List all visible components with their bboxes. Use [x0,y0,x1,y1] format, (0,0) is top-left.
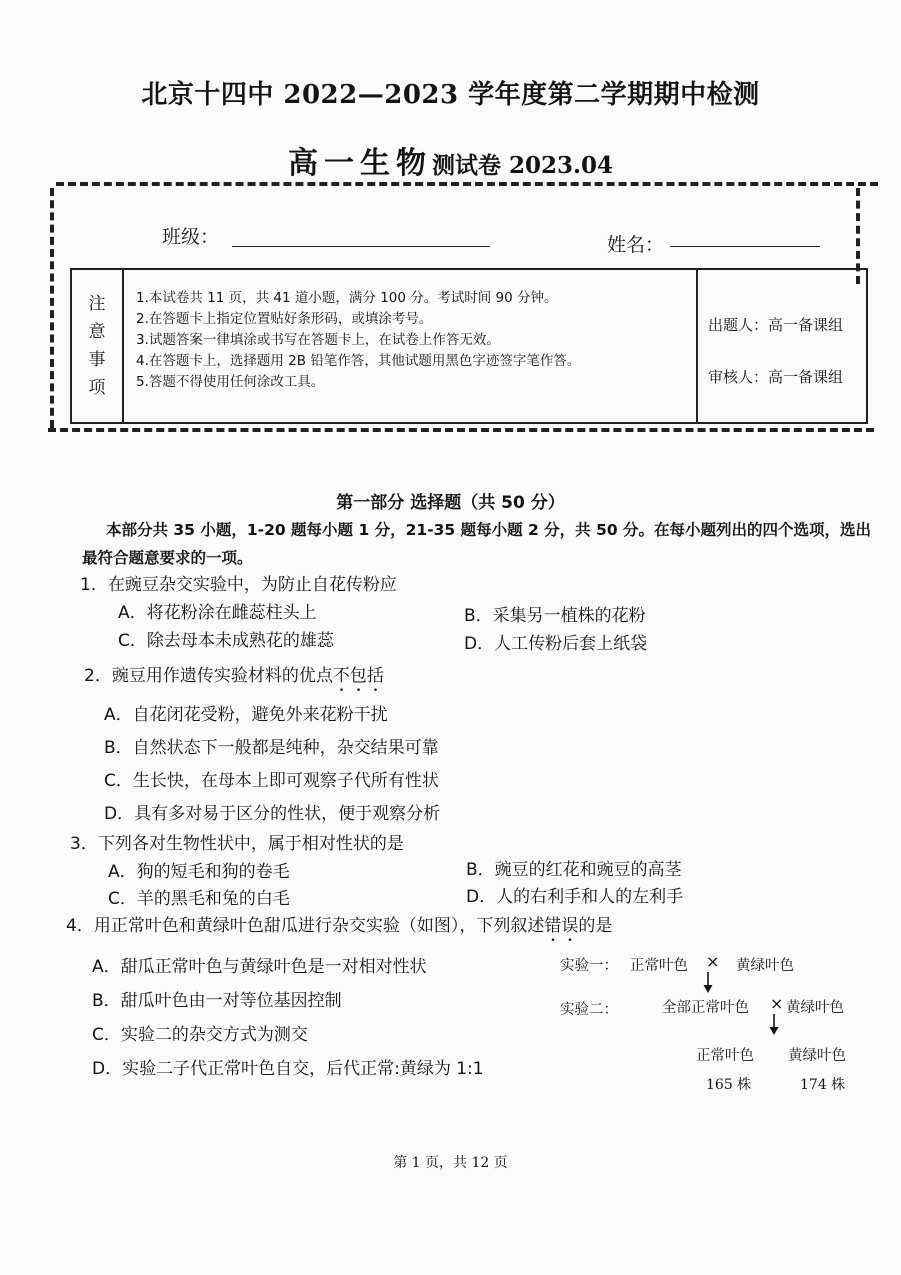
question-4-stem-text: 4．用正常叶色和黄绿叶色甜瓜进行杂交实验（如图），下列叙述 [66,916,545,936]
experiment-1-label: 实验一： [560,958,618,974]
notice-box [70,268,698,424]
cross-symbol: × [770,994,784,1013]
offspring-normal-label: 正常叶色 [696,1048,754,1064]
question-4-stem-emphasis: 错误 [544,916,579,936]
arrow-down-icon [702,972,714,994]
notice-heading-char: 注 [88,294,106,314]
cross-experiment-diagram [560,950,860,1100]
question-2-option-d: D．具有多对易于区分的性状，便于观察分析 [104,804,441,824]
experiment-1-parent-b: 黄绿叶色 [736,958,794,974]
page-number: 第 1 页，共 12 页 [393,1155,508,1171]
notice-heading-char: 项 [88,378,106,398]
question-2-stem-text: 2．豌豆用作遗传实验材料的优点 [84,666,333,686]
cut-line-top [56,182,878,186]
subject-label: 高一生物 [287,146,432,181]
question-4-option-a: A．甜瓜正常叶色与黄绿叶色是一对相对性状 [92,957,427,977]
notice-heading [72,270,124,422]
question-1-option-a: A．将花粉涂在雌蕊柱头上 [118,603,317,623]
question-1-option-b: B．采集另一植株的花粉 [464,606,646,626]
part-one-title: 第一部分 选择题（共 50 分） [336,493,565,513]
question-4-option-c: C．实验二的杂交方式为测交 [92,1025,308,1045]
question-3-stem: 3．下列各对生物性状中，属于相对性状的是 [70,834,404,854]
offspring-yellowgreen-label: 黄绿叶色 [788,1048,846,1064]
notice-list [136,288,688,393]
part-one-instructions: 本部分共 35 小题，1-20 题每小题 1 分，21-35 题每小题 2 分，共 50 分。在每小题列出的四个选项，选出最符合题意要求的一项。 [82,521,872,567]
experiment-2-label: 实验二： [560,1002,618,1018]
question-4-option-d: D．实验二子代正常叶色自交，后代正常:黄绿为 1:1 [92,1059,484,1079]
question-1-option-d: D．人工传粉后套上纸袋 [464,634,648,654]
notice-item: 5.答题不得使用任何涂改工具。 [136,374,325,390]
exam-subtitle [0,138,901,182]
exam-title: 北京十四中 2022—2023 学年度第二学期期中检测 [141,80,760,110]
notice-item: 3.试题答案一律填涂或书写在答题卡上，在试卷上作答无效。 [136,332,500,348]
notice-item: 2.在答题卡上指定位置贴好条形码，或填涂考号。 [136,311,433,327]
author-box [698,268,868,424]
question-2-option-c: C．生长快，在母本上即可观察子代所有性状 [104,771,439,791]
question-2-stem [84,661,384,696]
question-2-option-b: B．自然状态下一般都是纯种，杂交结果可靠 [104,738,439,758]
reviewer-label: 审核人：高一备课组 [708,368,844,386]
cross-symbol: × [706,952,720,971]
question-2-stem-emphasis: 不包括 [332,666,384,686]
offspring-yellowgreen-count: 174 株 [800,1077,846,1093]
question-3-option-d: D．人的右利手和人的左利手 [466,887,684,907]
question-4-stem [66,911,612,946]
experiment-2-parent-a: 全部正常叶色 [662,1000,749,1016]
question-4-stem-tail: 的是 [578,916,613,936]
offspring-normal-count: 165 株 [706,1077,752,1093]
class-label: 班级： [162,226,220,248]
experiment-1-parent-a: 正常叶色 [630,958,688,974]
arrow-down-icon [768,1014,780,1036]
question-1-option-c: C．除去母本未成熟花的雄蕊 [118,631,334,651]
notice-heading-char: 意 [88,322,106,342]
question-1-stem: 1．在豌豆杂交实验中，为防止自花传粉应 [80,575,397,595]
notice-item: 4.在答题卡上，选择题用 2B 铅笔作答，其他试题用黑色字迹签字笔作答。 [136,353,581,369]
setter-label: 出题人：高一备课组 [708,316,844,334]
experiment-2-parent-b: 黄绿叶色 [786,1000,844,1016]
cut-line-bottom [48,428,874,432]
paper-date-label: 测试卷 2023.04 [431,152,614,179]
notice-heading-char: 事 [88,350,106,370]
class-field[interactable] [232,246,490,247]
question-2-option-a: A．自花闭花受粉，避免外来花粉干扰 [104,705,388,725]
question-4-option-b: B．甜瓜叶色由一对等位基因控制 [92,991,342,1011]
question-3-option-a: A．狗的短毛和狗的卷毛 [108,862,290,882]
name-field[interactable] [670,246,820,247]
question-3-option-c: C．羊的黑毛和兔的白毛 [108,889,290,909]
cut-line-left [50,188,54,428]
notice-item: 1.本试卷共 11 页，共 41 道小题，满分 100 分。考试时间 90 分钟。 [136,290,558,306]
question-3-option-b: B．豌豆的红花和豌豆的高茎 [466,860,682,880]
name-label: 姓名： [607,234,665,256]
